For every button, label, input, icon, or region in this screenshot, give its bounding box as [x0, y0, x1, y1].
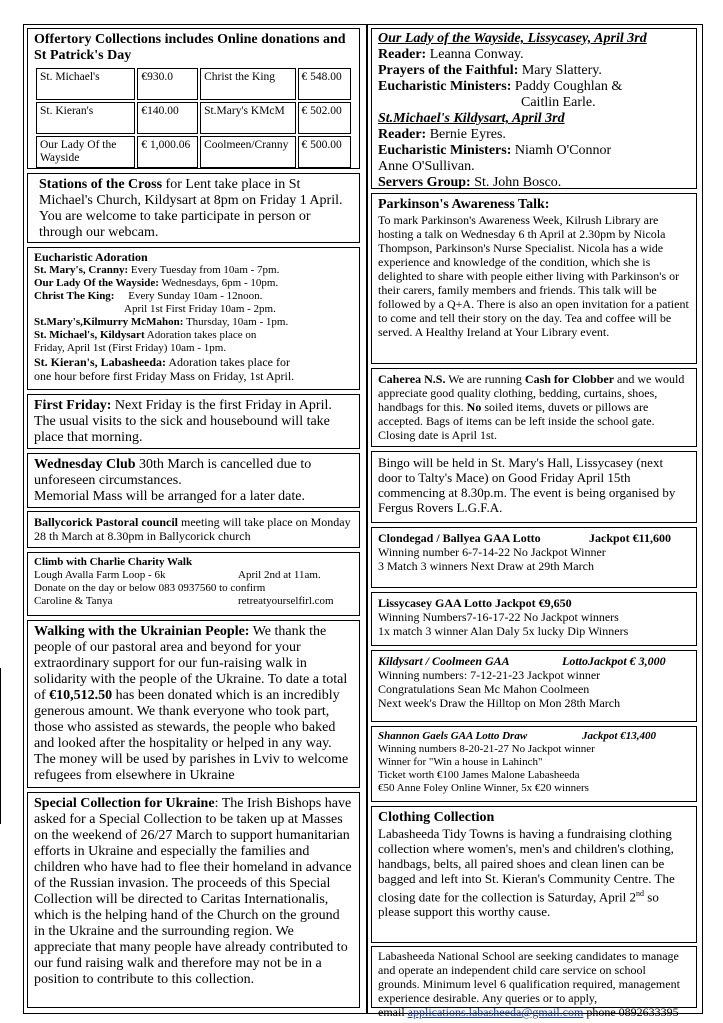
special-collection-box [27, 792, 360, 1008]
adoration-box [27, 247, 360, 390]
minister-role: Eucharistic Ministers: [378, 79, 512, 94]
wednesday-text [34, 457, 353, 489]
minister-line: Caitlin Earle. [521, 95, 596, 110]
table-cell: € 500.00 [298, 136, 351, 168]
table-row [36, 68, 351, 100]
table-cell: Coolmeen/Cranny [200, 136, 295, 168]
walking-amount: €10,512.50 [49, 688, 113, 703]
parkinson-box [371, 193, 697, 364]
minister-line [378, 143, 690, 159]
caherea-body: soiled items, duvets or pillows are accepted. Bags of items can be left inside the school gate. Closing date is April 1st. [378, 400, 655, 442]
stations-body: for Lent take place in St Michael's Church, Kildysart at 8pm on Friday 1 April. You are welcome to take participate in person or through our webcam. [39, 177, 343, 240]
walking-text [34, 624, 353, 784]
minister-role: Reader: [378, 47, 427, 62]
adoration-church: St. Kieran's, Labasheeda: [34, 355, 167, 369]
adoration-time: Every Sunday 10am - 12noon. [128, 290, 263, 302]
climb-organisers: Caroline & Tanya [34, 595, 113, 607]
offertory-table [34, 66, 353, 170]
adoration-time: Adoration takes place for [166, 355, 290, 369]
kildysart-jackpot: LottoJackpot € 3,000 [562, 654, 666, 668]
minister-role: Reader: [378, 127, 427, 142]
shannon-lotto-box [371, 726, 697, 802]
caherea-heading: Caherea N.S. [378, 372, 446, 386]
climb-line [34, 595, 353, 608]
minister-person: Bernie Eyres. [426, 127, 506, 142]
special-body: : The Irish Bishops have asked for a Special Collection to be taken up at Masses on the weekend of 26/27 March to support humanitarian efforts in Ukraine and especially the families and children who have had to flee their homeland in advance of the Russian invasion. The proceeds of this Special Collection will be directed to Caritas Internationalis, which is the helping hand of the Church on the ground in the Ukraine and the surrounding region. We appreciate that many people have already contributed to our fund raising walk and therefore may not be in a position to contribute to this collection. [34, 796, 352, 987]
kildysart-heading-text: St.Michael's Kildysart, April 3rd [378, 111, 565, 126]
adoration-line: Friday, April 1st (First Friday) 10am - 1pm. [34, 342, 227, 354]
clondegad-title-line [378, 531, 690, 545]
clondegad-lotto-box [371, 527, 697, 588]
table-cell: St.Mary's KMcM [200, 102, 295, 134]
adoration-line [34, 264, 353, 277]
offertory-title: Offertory Collections includes Online donations and St Patrick's Day [34, 32, 346, 63]
wayside-heading-text: Our Lady of the Wayside, Lissycasey, April 3rd [378, 31, 647, 46]
clondegad-line: 3 Match 3 winners Next Draw at 29th March [378, 559, 594, 573]
minister-line: Anne O'Sullivan. [378, 159, 475, 174]
shannon-title: Shannon Gaels GAA Lotto Draw [378, 730, 528, 742]
clothing-box [371, 806, 697, 943]
stations-heading: Stations of the Cross [39, 177, 163, 192]
ballycorick-body: meeting will take place on Monday 28 th March at 8.30pm in Ballycorick church [34, 515, 351, 543]
table-cell: €930.0 [137, 68, 198, 100]
ministers-box [371, 28, 697, 189]
parkinson-text: To mark Parkinson's Awareness Week, Kilrush Library are hosting a talk on Wednesday 6 th April at 2.30pm by Nicola Thompson, Parkinson's Nurse Specialist. Nicola has a wide experience and knowledge of the condition, which she is delighted to share with people either living with Parkinson's or their carers, family members and friends. This talk will be followed by a Q+A. There is also an open invitation for a patient to come and tell their story on the day. Tea and coffee will be served. A Healthy Ireland at Your Library event. [378, 213, 689, 339]
adoration-time: Thursday, 10am - 1pm. [183, 316, 289, 328]
adoration-time: Wednesdays, 6pm - 10pm. [158, 277, 279, 289]
kildysart-line: Next week's Draw the Hilltop on Mon 28th March [378, 696, 621, 710]
first-friday-box [27, 394, 360, 449]
school-box [371, 946, 697, 1019]
minister-person: Mary Slattery. [518, 63, 602, 78]
wednesday-line2: Memorial Mass will be arranged for a later date. [34, 489, 305, 504]
first-friday-heading: First Friday: [34, 398, 112, 413]
minister-line [378, 47, 690, 63]
climb-title: Climb with Charlie Charity Walk [34, 556, 193, 568]
clondegad-line: Winning number 6-7-14-22 No Jackpot Winner [378, 545, 606, 559]
adoration-time: Adoration takes place on [144, 329, 257, 341]
climb-line [34, 569, 353, 582]
climb-location: Lough Avalla Farm Loop - 6k [34, 569, 166, 581]
climb-line: Donate on the day or below 083 0937560 to confirm [34, 582, 266, 594]
special-text [34, 796, 353, 988]
wayside-heading [378, 31, 690, 47]
minister-line [378, 79, 690, 95]
bingo-box [371, 451, 697, 523]
table-row [36, 102, 351, 134]
stations-text [34, 177, 353, 241]
adoration-line [34, 290, 353, 303]
table-cell: Our Lady Of the Wayside [36, 136, 135, 168]
adoration-line: one hour before first Friday Mass on Friday, 1st April. [34, 369, 295, 383]
table-cell: Christ the King [200, 68, 295, 100]
adoration-church: St. Michael's, Kildysart [34, 329, 145, 341]
lissycasey-line: 1x match 3 winner Alan Daly 5x lucky Dip Winners [378, 624, 629, 638]
clothing-body-cont: so please support this worthy cause. [378, 889, 659, 920]
shannon-line: €50 Anne Foley Online Winner, 5x €20 winners [378, 782, 589, 794]
clothing-text [378, 826, 690, 919]
clondegad-jackpot: Jackpot €11,600 [589, 531, 672, 545]
kildysart-heading [378, 111, 690, 127]
kildysart-title-line [378, 654, 690, 668]
school-contact [378, 1005, 690, 1019]
school-text: Labasheeda National School are seeking candidates to manage and operate an independent child care service on school grounds. Minimum level 6 qualification required, management experience desirable. Any queries or to apply, [378, 949, 680, 1005]
adoration-line [34, 329, 353, 342]
caherea-body: and we would appreciate good quality clothing, bedding, curtains, shoes, handbags for this. [378, 372, 685, 414]
ballycorick-heading: Ballycorick Pastoral council [34, 515, 178, 529]
kildysart-title: Kildysart / Coolmeen GAA [378, 654, 510, 668]
caherea-body: We are running [445, 372, 525, 386]
adoration-line [34, 277, 353, 290]
table-cell: € 502.00 [298, 102, 351, 134]
kildysart-line: Winning numbers: 7-12-21-23 Jackpot winner [378, 668, 601, 682]
climb-website: retreatyourselfirl.com [238, 595, 334, 607]
lissycasey-line: Winning Numbers7-16-17-22 No Jackpot winners [378, 610, 619, 624]
wednesday-body: 30th March is cancelled due to unforeseen circumstances. [34, 457, 312, 488]
shannon-line: Winning numbers 8-20-21-27 No Jackpot winner [378, 743, 595, 755]
table-cell: €140.00 [137, 102, 198, 134]
school-email-prefix: email [378, 1005, 408, 1019]
lissycasey-title: Lissycasey GAA Lotto Jackpot €9,650 [378, 596, 572, 610]
adoration-line [34, 355, 353, 369]
first-friday-text [34, 398, 353, 446]
minister-line [378, 63, 690, 79]
caherea-text [378, 372, 690, 442]
offertory-box [27, 28, 360, 169]
adoration-church: Christ The King: [34, 290, 115, 302]
table-cell: € 1,000.06 [137, 136, 198, 168]
minister-line [378, 175, 690, 191]
minister-person: Leanna Conway. [426, 47, 524, 62]
clothing-title: Clothing Collection [378, 810, 495, 825]
walking-box [27, 620, 360, 788]
table-cell: St. Michael's [36, 68, 135, 100]
table-row [36, 136, 351, 168]
adoration-line: April 1st First Friday 10am - 2pm. [124, 303, 276, 315]
first-friday-body: Next Friday is the first Friday in April. The usual visits to the sick and housebound will take place that morning. [34, 398, 332, 445]
shannon-title-line [378, 730, 690, 743]
table-cell: St. Kieran's [36, 102, 135, 134]
wednesday-club-box [27, 453, 360, 508]
adoration-church: St.Mary's,Kilmurry McMahon: [34, 316, 184, 328]
lissycasey-lotto-box [371, 592, 697, 646]
shannon-line: Winner for "Win a house in Lahinch" [378, 756, 543, 768]
bingo-text: Bingo will be held in St. Mary's Hall, Lissycasey (next door to Talty's Mace) on Good Friday April 15th commencing at 8.30p.m. The event is being organised by Fergus Rovers L.G.F.A. [378, 455, 676, 515]
minister-person: Paddy Coughlan & [511, 79, 623, 94]
shannon-jackpot: Jackpot €13,400 [582, 730, 656, 742]
minister-role: Eucharistic Ministers: [378, 143, 512, 158]
adoration-church: Our Lady Of the Wayside: [34, 277, 159, 289]
ballycorick-box [27, 511, 360, 548]
adoration-line [34, 316, 353, 329]
table-cell: € 548.00 [298, 68, 351, 100]
shannon-line: Ticket worth €100 James Malone Labasheeda [378, 769, 580, 781]
clothing-sup: nd [636, 889, 645, 898]
adoration-church: St. Mary's, Cranny: [34, 264, 129, 276]
minister-role: Servers Group: [378, 175, 471, 190]
walking-body: We thank the people of our pastoral area and beyond for your extraordinary support for our fun-raising walk in solidarity with the people of the Ukraine. To date a total of [34, 624, 348, 703]
walking-heading: Walking with the Ukrainian People: [34, 624, 250, 639]
special-heading: Special Collection for Ukraine [34, 796, 215, 811]
climb-date: April 2nd at 11am. [238, 569, 321, 581]
kildysart-line: Congratulations Sean Mc Mahon Coolmeen [378, 682, 590, 696]
wednesday-heading: Wednesday Club [34, 457, 136, 472]
minister-person: St. John Bosco. [470, 175, 562, 190]
walking-body-cont: has been donated which is an incredibly generous amount. We thank everyone who took part, those who assisted as stewards, the people who baked and looked after the hospitality or helped in any way. The money will be used by parishes in Lviv to welcome refugees from elsewhere in Ukraine [34, 688, 349, 783]
climb-box [27, 552, 360, 616]
margin-line [0, 668, 1, 824]
minister-role: Prayers of the Faithful: [378, 63, 519, 78]
caherea-campaign: Cash for Clobber [524, 372, 615, 386]
ballycorick-text [34, 515, 353, 543]
clothing-body: Labasheeda Tidy Towns is having a fundraising clothing collection where women's, men's and children's clothing, handbags, belts, all paired shoes and clean linen can be bagged and left into St. Kieran's Community Centre. The closing date for the collection is Saturday, April 2 [378, 826, 675, 905]
parkinson-title: Parkinson's Awareness Talk: [378, 197, 550, 212]
minister-person: Niamh O'Connor [511, 143, 612, 158]
school-phone: phone 0892633395 [583, 1005, 679, 1019]
caherea-box [371, 368, 697, 447]
clondegad-title: Clondegad / Ballyea GAA Lotto [378, 531, 541, 545]
kildysart-lotto-box [371, 650, 697, 722]
adoration-time: Every Tuesday from 10am - 7pm. [128, 264, 280, 276]
stations-box [27, 173, 360, 243]
school-email-link[interactable]: applications.labasheeda@gmail.com [407, 1005, 584, 1019]
minister-line [378, 127, 690, 143]
adoration-title: Eucharistic Adoration [34, 250, 148, 264]
caherea-no: No [466, 400, 482, 414]
